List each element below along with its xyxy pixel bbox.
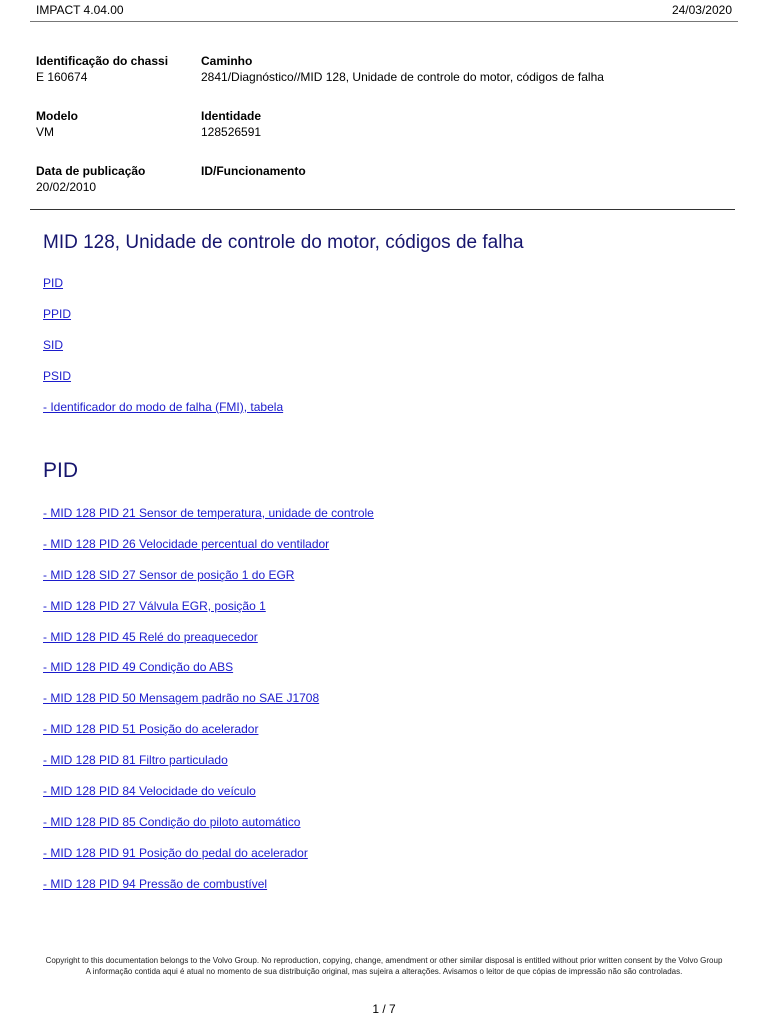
path-value: 2841/Diagnóstico//MID 128, Unidade de controle do motor, códigos de falha: [201, 70, 604, 84]
pubdate-label: Data de publicação: [36, 164, 146, 178]
copyright-footer: [20, 955, 748, 977]
copyright-text: Copyright to this documentation belongs to the Volvo Group. No reproduction, copying, change, amendment or other similar disposal is entitled without prior written consent by the Volvo Group: [45, 956, 723, 965]
pid-link[interactable]: - MID 128 PID 26 Velocidade percentual do ventilador: [43, 536, 330, 551]
toc-link-fmi-table[interactable]: - Identificador do modo de falha (FMI), tabela: [43, 400, 284, 414]
section-title-pid: PID: [43, 459, 79, 482]
function-label: ID/Funcionamento: [201, 164, 306, 178]
chassis-value: E 160674: [36, 70, 88, 84]
pid-link[interactable]: - MID 128 PID 51 Posição do acelerador: [43, 722, 259, 737]
chassis-label: Identificação do chassi: [36, 54, 169, 68]
disclaimer-text: A informação contida aqui é atual no momento de sua distribuição original, mas sujeira a alterações. Avisamos o leitor de que cópias de impressão não são controladas.: [85, 967, 683, 976]
toc-link-ppid[interactable]: PPID: [43, 307, 72, 321]
print-date: 24/03/2020: [671, 3, 732, 17]
toc-link-sid[interactable]: SID: [43, 338, 64, 352]
section-divider: [30, 209, 735, 210]
meta-model: [36, 108, 78, 140]
pid-link[interactable]: - MID 128 PID 49 Condição do ABS: [43, 660, 234, 675]
toc-link-psid[interactable]: PSID: [43, 369, 72, 383]
identity-label: Identidade: [201, 109, 262, 123]
app-version: IMPACT 4.04.00: [36, 3, 124, 17]
pubdate-value: 20/02/2010: [36, 180, 97, 194]
pid-link[interactable]: - MID 128 PID 50 Mensagem padrão no SAE J1708: [43, 691, 320, 706]
pid-link[interactable]: - MID 128 SID 27 Sensor de posição 1 do EGR: [43, 567, 295, 582]
meta-path: [201, 53, 604, 85]
pid-link[interactable]: - MID 128 PID 84 Velocidade do veículo: [43, 784, 256, 799]
pid-link[interactable]: - MID 128 PID 27 Válvula EGR, posição 1: [43, 598, 266, 613]
pid-link[interactable]: - MID 128 PID 21 Sensor de temperatura, unidade de controle: [43, 506, 374, 520]
meta-function: [201, 163, 306, 179]
page-title: MID 128, Unidade de controle do motor, códigos de falha: [43, 232, 524, 253]
page-header: [36, 3, 732, 21]
meta-identity: [201, 108, 261, 140]
model-label: Modelo: [36, 109, 78, 123]
meta-chassis: [36, 53, 168, 85]
pid-link[interactable]: - MID 128 PID 81 Filtro particulado: [43, 753, 228, 768]
path-label: Caminho: [201, 54, 253, 68]
page-number: 1 / 7: [372, 1002, 396, 1016]
pid-link[interactable]: - MID 128 PID 85 Condição do piloto automático: [43, 814, 301, 829]
model-value: VM: [36, 125, 54, 139]
table-of-contents: [43, 275, 283, 430]
identity-value: 128526591: [201, 125, 262, 139]
pid-link[interactable]: - MID 128 PID 91 Posição do pedal do acelerador: [43, 845, 308, 860]
toc-link-pid[interactable]: PID: [43, 276, 64, 290]
pid-link-list: [43, 505, 374, 907]
pid-link[interactable]: - MID 128 PID 94 Pressão de combustível: [43, 876, 268, 891]
header-rule: [30, 21, 738, 22]
pid-link[interactable]: - MID 128 PID 45 Relé do preaquecedor: [43, 629, 258, 644]
meta-pubdate: [36, 163, 145, 195]
